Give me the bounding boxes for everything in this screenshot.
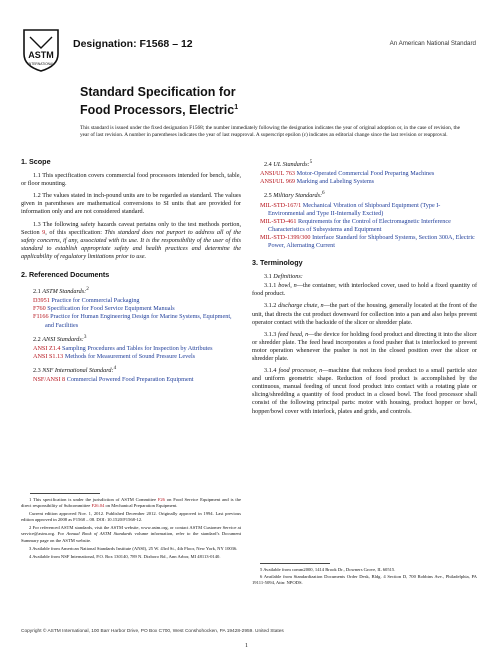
- definitions-label: 3.1 Definitions:: [264, 273, 303, 281]
- footnote-6: 6 Available from Standardization Documents Order Desk, Bldg. 4 Section D, 700 Robbins Ave., Philadelphia, PA 19111-5094, Attn: NPODS.: [252, 574, 477, 586]
- reference-title[interactable]: Motor-Operated Commercial Food Preparing Machines: [295, 170, 435, 178]
- subcommittee-link[interactable]: F26.04: [91, 503, 105, 509]
- reference-code-link[interactable]: MIL-STD-1399/300: [260, 233, 311, 241]
- scope-p3: 1.3 The following safety hazards caveat pertains only to the test methods portion, Section 9, of this specification: This standard does not purport to address all of the safety concerns, if any, associated with its use. It is the responsibility of the user of this standard to establish appropriate safety and health practices and determine the applicability of regulatory limitations prior to use.: [21, 220, 241, 260]
- copyright-notice: Copyright © ASTM International, 100 Barr Harbor Drive, PO Box C700, West Conshohocken, PA 19428-2959. United States: [21, 629, 284, 634]
- scope-p2: 1.2 The values stated in inch-pound units are to be regarded as standard. The values given in parentheses are mathematical conversions to SI units that are provided for information only and are not considered standard.: [21, 192, 241, 216]
- reference-code-link[interactable]: ANSI/UL 763: [260, 170, 296, 178]
- reference-code-link[interactable]: F1166: [33, 313, 49, 321]
- reference-entry: [33, 297, 241, 305]
- military-standards-list: [252, 202, 477, 251]
- reference-code-link[interactable]: MIL-STD-461: [260, 217, 297, 225]
- left-column: [21, 158, 241, 384]
- intro-paragraph: This standard is issued under the fixed designation F1568; the number immediately following the designation indicates the year of original adoption or, in the case of revision, the year of last revision. A number in parentheses indicates the year of last reapproval. A superscript epsilon (ε) indicates an editorial change since the last revision or reapproval.: [80, 125, 460, 139]
- reference-title[interactable]: Practice for Human Engineering Design for Marine Systems, Equipment, and Facilities: [45, 313, 232, 329]
- reference-entry: [33, 313, 241, 329]
- title-line-2: Food Processors, Electric$^1$: [80, 103, 239, 118]
- reference-title[interactable]: Practice for Commercial Packaging: [49, 297, 140, 305]
- designation: Designation: F1568 – 12: [73, 38, 193, 50]
- section-9-link[interactable]: 9: [42, 228, 46, 236]
- reference-code-link[interactable]: ANSI Z1.4: [33, 344, 61, 352]
- right-column: [252, 158, 477, 420]
- footnote-left-1: 1 This specification is under the jurisdiction of ASTM Committee F26 on Food Service Equipment and is the direct responsibility of Subcommittee F26.04 on Mechanical Preparation Equipment.: [21, 497, 241, 509]
- definition-food-processor: 3.1.4 food processor, n—machine that reduces food product to a small particle size and uniform geometric shape. Reduction of food product is accomplished by the continuous, manual feeding of uncut food product into contact with a rotating plate or slicing/shredding a quantity of food product in a closed bowl. The food processor shall consist of the following principal parts: motor with housing, product hopper or bowl, hopper/bowl cover with interlock, plates and grids, and controls.: [252, 367, 477, 415]
- footnote-left-4: 3 Available from American National Standards Institute (ANSI), 25 W. 43rd St., 4th Floor, New York, NY 10036.: [29, 545, 238, 551]
- footnote-5: 5 Available from comm2000, 1414 Brook Dr., Downers Grove, IL 60515.: [260, 567, 396, 572]
- reference-entry: [33, 353, 241, 361]
- footnote-left-3: 2 For referenced ASTM standards, visit the ASTM website, www.astm.org, or contact ASTM Customer Service at service@astm.org. For Annual Book of ASTM Standards volume information, refer to the standard’s Document Summary page on the ASTM website.: [21, 525, 241, 543]
- footnote-left-5: 4 Available from NSF International, P.O. Box 130140, 789 N. Dixboro Rd., Ann Arbor, MI 48113-0140.: [29, 553, 221, 559]
- reference-title[interactable]: Requirements for the Control of Electromagnetic Interference Characteristics of Subsystems and Equipment: [268, 217, 451, 233]
- astm-logo-icon: [21, 28, 61, 72]
- title-line-1: Standard Specification for: [80, 85, 236, 99]
- reference-title[interactable]: Methods for Measurement of Sound Pressure Levels: [63, 352, 196, 360]
- reference-entry: [33, 376, 241, 384]
- astm-standards-list: [21, 297, 241, 329]
- definition-bowl: 3.1.1 bowl, n—the container, with interlocked cover, used to hold a fixed quantity of food product.: [252, 282, 478, 298]
- footnote-divider-left: [30, 493, 100, 494]
- reference-title[interactable]: Interface Standard for Shipboard Systems, Section 300A, Electric Power, Alternating Current: [268, 233, 475, 249]
- footnote-divider-right: [260, 563, 330, 564]
- reference-title[interactable]: Specification for Food Service Equipment Manuals: [45, 305, 175, 313]
- reference-title[interactable]: Sampling Procedures and Tables for Inspection by Attributes: [60, 344, 213, 352]
- ansi-standards-list: [21, 345, 241, 361]
- reference-title[interactable]: Marking and Labeling Systems: [295, 178, 375, 186]
- reference-code-link[interactable]: MIL-STD-167/1: [260, 201, 302, 209]
- astm-standards-label: 2.1 ASTM Standards:$^2$: [33, 286, 89, 296]
- scope-p1: 1.1 This specification covers commercial food processors intended for bench, table, or floor mounting.: [21, 172, 241, 188]
- document-title: [80, 85, 400, 118]
- reference-entry: [260, 202, 477, 218]
- page-number: 1: [245, 643, 248, 649]
- reference-code-link[interactable]: F760: [33, 305, 46, 313]
- reference-entry: [260, 218, 477, 234]
- definition-feed-head: 3.1.3 feed head, n—the device for holding food product and directing it into the slicer or shredder plate. The feed head incorporates a food pusher that is interlocked to prevent motor operation whenever the pusher is not in the closed position over the slicer or shredder plate.: [252, 330, 477, 362]
- reference-code-link[interactable]: NSF/ANSI 8: [33, 376, 66, 384]
- reference-code-link[interactable]: ANSI S1.13: [33, 352, 64, 360]
- military-standards-label: 2.5 Military Standards:$^6$: [264, 190, 325, 200]
- reference-entry: [33, 345, 241, 353]
- ul-standards-label: 2.4 UL Standards:$^5$: [264, 159, 313, 169]
- ul-standards-list: [252, 170, 477, 186]
- footnotes-left: [21, 497, 241, 562]
- reference-code-link[interactable]: D3951: [33, 297, 50, 305]
- reference-title[interactable]: Commercial Powered Food Preparation Equipment: [65, 376, 194, 384]
- standard-type: An American National Standard: [389, 40, 476, 47]
- nsf-standards-label: 2.3 NSF International Standard:$^4$: [33, 365, 117, 375]
- refs-heading: 2. Referenced Documents: [21, 270, 110, 280]
- committee-link[interactable]: F26: [157, 497, 165, 502]
- title-footnote-mark[interactable]: 1: [234, 104, 239, 111]
- reference-title[interactable]: Mechanical Vibration of Shipboard Equipment (Type I-Environmental and Type II-Internally Excited): [268, 201, 441, 217]
- footnote-left-2: Current edition approved Nov. 1, 2012. Published December 2012. Originally approved in 1994. Last previous edition approved in 2008 as F1568 – 08. DOI: 10.1520/F1568-12.: [21, 511, 241, 523]
- svg-text:ASTM: ASTM: [28, 50, 54, 60]
- reference-entry: [260, 234, 477, 250]
- footnotes-right: [252, 567, 477, 587]
- svg-text:INTERNATIONAL: INTERNATIONAL: [27, 62, 55, 66]
- reference-entry: [260, 178, 477, 186]
- scope-heading: 1. Scope: [21, 157, 51, 166]
- page-header: [21, 30, 476, 66]
- reference-entry: [33, 305, 241, 313]
- ansi-standards-label: 2.2 ANSI Standards:$^3$: [33, 333, 87, 343]
- terminology-heading: 3. Terminology: [252, 258, 303, 268]
- reference-code-link[interactable]: ANSI/UL 969: [260, 178, 296, 186]
- nsf-standards-list: [21, 376, 241, 384]
- reference-entry: [260, 170, 477, 178]
- definition-discharge-chute: 3.1.2 discharge chute, n—the part of the housing, generally located at the front of the unit, that directs the cut product downward for collection into a pan and also helps prevent operator contact with the backside of the slicer or shredder plate.: [252, 302, 478, 326]
